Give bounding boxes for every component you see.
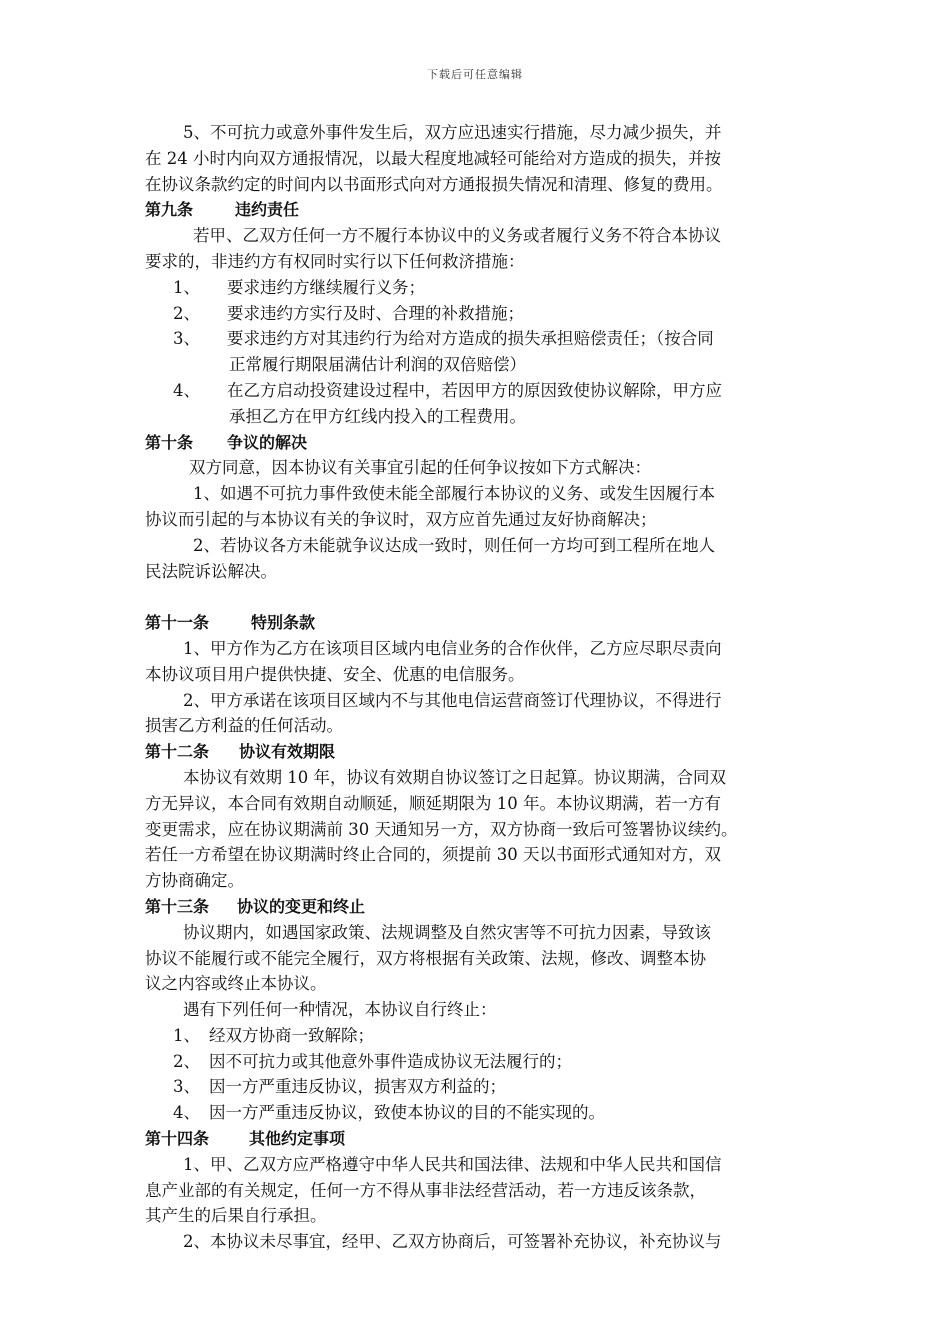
paragraph-line: 息产业部的有关规定，任何一方不得从事非法经营活动，若一方违反该条款，	[145, 1180, 706, 1200]
paragraph-line: 在 24 小时内向双方通报情况，以最大程度地减轻可能给对方造成的损失，并按	[145, 148, 721, 168]
section-heading-13	[145, 894, 810, 920]
list-item: 1、 经双方协商一致解除；	[173, 1025, 374, 1045]
section-number: 第十一条	[145, 613, 210, 633]
list-item: 3、 因一方严重违反协议，损害双方利益的；	[173, 1077, 506, 1097]
section-number: 第十条	[145, 432, 194, 452]
paragraph-line: 变更需求，应在协议期满前 30 天通知另一方，双方协商一致后可签署协议续约。	[145, 819, 738, 839]
section-title: 协议有效期限	[239, 742, 336, 762]
section-heading-9	[145, 197, 810, 223]
section-number: 第十二条	[145, 742, 210, 762]
list-item: 2、 因不可抗力或其他意外事件造成协议无法履行的；	[173, 1051, 572, 1071]
section-number: 第十四条	[145, 1129, 210, 1149]
list-item: 1、 要求违约方继续履行义务；	[173, 277, 425, 297]
document-body	[145, 120, 810, 1255]
section-number: 第九条	[145, 200, 194, 220]
paragraph-line: 2、甲方承诺在该项目区域内不与其他电信运营商签订代理协议，不得进行	[183, 690, 722, 710]
section-title: 争议的解决	[227, 432, 308, 452]
section-heading-14	[145, 1126, 810, 1152]
paragraph-line: 在协议条款约定的时间内以书面形式向对方通报损失情况和清理、修复的费用。	[145, 174, 723, 194]
list-item: 4、 因一方严重违反协议，致使本协议的目的不能实现的。	[173, 1103, 605, 1123]
paragraph-line: 若任一方希望在协议期满时终止合同的，须提前 30 天以书面形式通知对方，双	[145, 845, 721, 865]
section-heading-10	[145, 430, 810, 456]
list-item-continuation: 承担乙方在甲方红线内投入的工程费用。	[229, 406, 526, 426]
section-title: 特别条款	[251, 613, 316, 633]
paragraph-line: 损害乙方利益的任何活动。	[145, 716, 343, 736]
section-heading-11	[145, 610, 810, 636]
list-item-continuation: 正常履行期限届满估计利润的双倍赔偿）	[229, 355, 526, 375]
paragraph-line: 5、不可抗力或意外事件发生后，双方应迅速实行措施，尽力减少损失，并	[183, 123, 722, 142]
section-heading-12	[145, 739, 810, 765]
paragraph-line: 双方同意，因本协议有关事宜引起的任何争议按如下方式解决：	[189, 458, 651, 478]
paragraph-line: 本协议项目用户提供快捷、安全、优惠的电信服务。	[145, 664, 525, 684]
paragraph-line: 要求的，非违约方有权同时实行以下任何救济措施：	[145, 251, 525, 271]
paragraph-line: 2、本协议未尽事宜，经甲、乙双方协商后，可签署补充协议，补充协议与	[183, 1232, 722, 1252]
list-item: 2、 要求违约方实行及时、合理的补救措施；	[173, 303, 524, 323]
paragraph-line: 协议而引起的与本协议有关的争议时，双方应首先通过友好协商解决；	[145, 509, 657, 529]
section-title: 其他约定事项	[249, 1129, 346, 1149]
paragraph-line: 2、若协议各方未能就争议达成一致时，则任何一方均可到工程所在地人	[193, 535, 715, 555]
paragraph-line: 1、如遇不可抗力事件致使未能全部履行本协议的义务、或发生因履行本	[193, 484, 715, 504]
paragraph-line: 协议期内，如遇国家政策、法规调整及自然灾害等不可抗力因素，导致该	[183, 922, 711, 942]
section-number: 第十三条	[145, 896, 210, 916]
paragraph-line: 议之内容或终止本协议。	[145, 974, 327, 994]
paragraph-line: 本协议有效期 10 年，协议有效期自协议签订之日起算。协议期满，合同双	[183, 767, 726, 787]
paragraph-line: 若甲、乙双方任何一方不履行本协议中的义务或者履行义务不符合本协议	[193, 226, 721, 246]
paragraph-line: 方无异议，本合同有效期自动顺延，顺延期限为 10 年。本协议期满，若一方有	[145, 793, 721, 813]
section-title: 协议的变更和终止	[237, 896, 366, 916]
paragraph-line: 协议不能履行或不能完全履行，双方将根据有关政策、法规，修改、调整本协	[145, 948, 706, 968]
page-header: 下载后可任意编辑	[427, 68, 523, 81]
section-title: 违约责任	[235, 200, 300, 220]
paragraph-line: 方协商确定。	[145, 871, 244, 891]
list-item: 4、 在乙方启动投资建设过程中，若因甲方的原因致使协议解除，甲方应	[173, 380, 722, 400]
paragraph-line: 1、甲方作为乙方在该项目区域内电信业务的合作伙伴，乙方应尽职尽责向	[183, 638, 722, 658]
paragraph-line: 其产生的后果自行承担。	[145, 1206, 327, 1226]
paragraph-line: 民法院诉讼解决。	[145, 561, 277, 581]
paragraph-line: 1、甲、乙双方应严格遵守中华人民共和国法律、法规和中华人民共和国信	[183, 1154, 722, 1174]
list-item: 3、 要求违约方对其违约行为给对方造成的损失承担赔偿责任；（按合同	[173, 329, 714, 349]
paragraph-line: 遇有下列任何一种情况，本协议自行终止：	[183, 1000, 497, 1020]
